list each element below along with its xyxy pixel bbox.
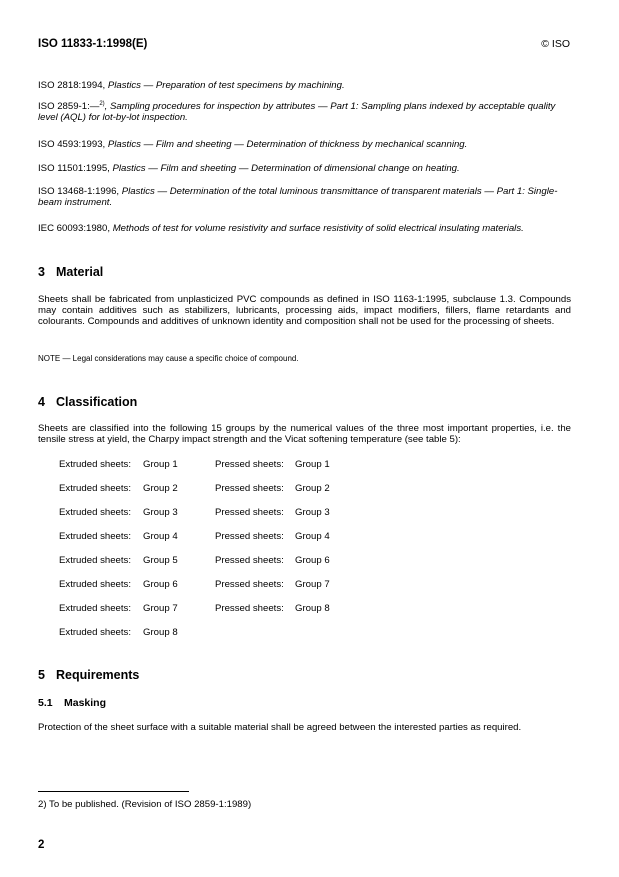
list-item: Pressed sheets: Group 1: [215, 459, 330, 470]
list-item: Extruded sheets: Group 5: [59, 555, 178, 566]
reference-item: ISO 11501:1995, Plastics — Film and sheeting — Determination of dimensional change on heating.: [38, 163, 460, 174]
reference-item: ISO 2859-1:—$^{2)}$, Sampling procedures for inspection by attributes — Part 1: Sampling plans indexed by acceptable quality level (AQL) for lot-by-lot inspection.: [38, 100, 556, 123]
section-5-1-paragraph: Protection of the sheet surface with a suitable material shall be agreed between the interested parties as required.: [38, 722, 522, 733]
list-item: Pressed sheets: Group 3: [215, 507, 330, 518]
subsection-5-1-heading: 5.1 Masking: [38, 697, 107, 709]
list-item: Extruded sheets: Group 7: [59, 603, 178, 614]
list-item: Pressed sheets: Group 8: [215, 603, 330, 614]
list-item: Extruded sheets: Group 6: [59, 579, 178, 590]
page-number: 2: [38, 839, 45, 851]
list-item: Extruded sheets: Group 2: [59, 483, 178, 494]
note: NOTE — Legal considerations may cause a specific choice of compound.: [38, 354, 299, 363]
list-item: Extruded sheets: Group 1: [59, 459, 178, 470]
document-id: ISO 11833-1:1998(E): [38, 38, 148, 50]
list-item: Pressed sheets: Group 4: [215, 531, 330, 542]
section-4-paragraph: Sheets are classified into the following 15 groups by the numerical values of the three most important properties, i.e. the tensile stress at yield, the Charpy impact strength and the Vicat softening temperature (see table 5):: [38, 423, 571, 445]
list-item: Pressed sheets: Group 6: [215, 555, 330, 566]
section-3-paragraph: Sheets shall be fabricated from unplasticized PVC compounds as defined in ISO 1163-1:1995, subclause 1.3. Compounds may contain additives such as stabilizers, lubricants, processing aids, impact modifiers, fillers, flame retardants and colourants. Compounds and additives of unknown identity and composition shall not be used for the processing of sheets.: [38, 294, 571, 327]
list-item: Extruded sheets: Group 3: [59, 507, 178, 518]
list-item: Pressed sheets: Group 2: [215, 483, 330, 494]
reference-item: ISO 13468-1:1996, Plastics — Determination of the total luminous transmittance of transparent materials — Part 1: Single-beam instrument.: [38, 186, 558, 208]
footnote-divider: [38, 791, 189, 792]
reference-item: ISO 2818:1994, Plastics — Preparation of test specimens by machining.: [38, 80, 345, 91]
section-3-heading: 3 Material: [38, 265, 104, 279]
footnote: 2) To be published. (Revision of ISO 2859-1:1989): [38, 799, 252, 810]
section-4-heading: 4 Classification: [38, 395, 138, 409]
reference-item: ISO 4593:1993, Plastics — Film and sheeting — Determination of thickness by mechanical scanning.: [38, 139, 468, 150]
list-item: Extruded sheets: Group 8: [59, 627, 178, 638]
section-5-heading: 5 Requirements: [38, 668, 140, 682]
reference-item: IEC 60093:1980, Methods of test for volume resistivity and surface resistivity of solid electrical insulating materials.: [38, 223, 524, 234]
copyright-mark: © ISO: [541, 38, 570, 50]
list-item: Pressed sheets: Group 7: [215, 579, 330, 590]
list-item: Extruded sheets: Group 4: [59, 531, 178, 542]
